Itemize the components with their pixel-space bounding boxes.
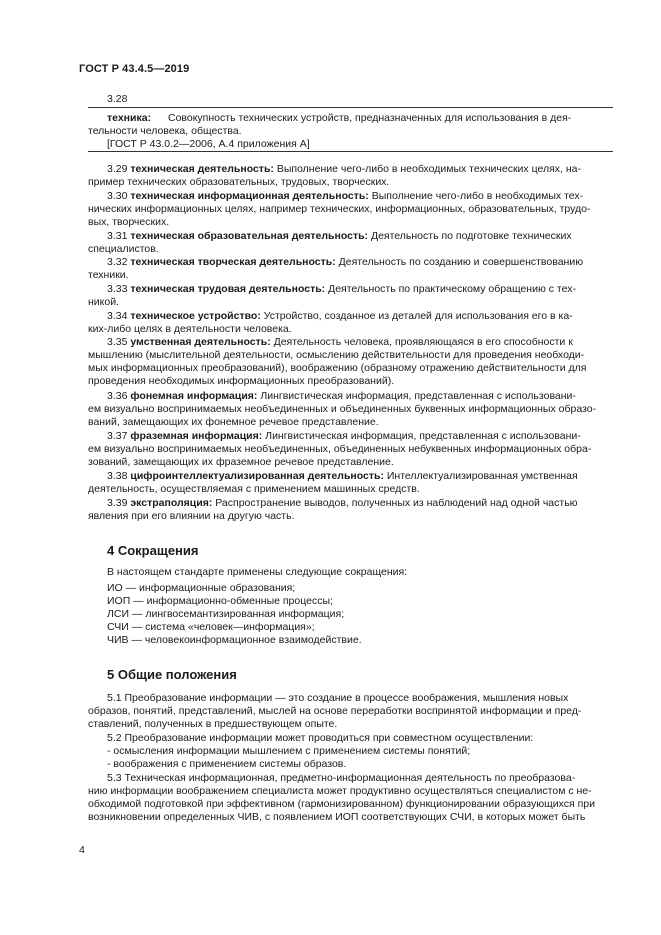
- abbreviation-item: СЧИ — система «человек—информация»;: [107, 621, 315, 633]
- definition-336: 3.36 фонемная информация: Лингвистическая информация, представленная с использовани-: [107, 390, 576, 402]
- definition-line: мых информационных преобразований), воображению (образному отражению действительности для: [88, 362, 587, 374]
- definition-line: вых, творческих.: [88, 216, 170, 228]
- definition-line: деятельность, осуществляемая с применением машинных средств.: [88, 483, 420, 495]
- term-definition-line: Совокупность технических устройств, предназначенных для использования в дея-: [168, 112, 572, 124]
- abbreviation-item: ИОП — информационно-обменные процессы;: [107, 595, 333, 607]
- list-item: - воображения с применением системы образов.: [107, 758, 347, 770]
- definition-337: 3.37 фраземная информация: Лингвистическая информация, представленная с использовани-: [107, 430, 581, 442]
- section-5-title: 5 Общие положения: [107, 667, 237, 682]
- list-item: - осмысления информации мышлением с применением системы понятий;: [107, 745, 471, 757]
- definition-330: 3.30 техническая информационная деятельность: Выполнение чего-либо в необходимых тех-: [107, 190, 584, 202]
- term-label: техника:: [107, 112, 152, 124]
- term-definition-line: тельности человека, общества.: [88, 125, 242, 137]
- abbreviations-intro: В настоящем стандарте применены следующие сокращения:: [107, 566, 408, 578]
- paragraph-line: образов, понятий, представлений, мыслей на основе переработки воспринятой информации и пред-: [88, 705, 582, 717]
- section-4-title: 4 Сокращения: [107, 543, 199, 558]
- paragraph-line: 5.3 Техническая информационная, предметно-информационная деятельность по преобразова-: [107, 772, 576, 784]
- paragraph-line: возникновении определенных ЧИВ, с появлением ИОП соответствующих СЧИ, в которых может быть: [88, 811, 586, 823]
- paragraph-line: 5.1 Преобразование информации — это создание в процессе воображения, мышления новых: [107, 692, 569, 704]
- paragraph-line: ставлений, полученных в предшествующем опыте.: [88, 718, 338, 730]
- definition-line: ем визуально воспринимаемых необъединенных, объединенных небуквенных информационных обра-: [88, 443, 592, 455]
- definition-331: 3.31 техническая образовательная деятельность: Деятельность по подготовке технических: [107, 230, 572, 242]
- definition-line: ем визуально воспринимаемых необъединенных и объединенных буквенных информационных образо-: [88, 403, 597, 415]
- definition-335: 3.35 умственная деятельность: Деятельность человека, проявляющаяся в его способности к: [107, 336, 573, 348]
- definition-332: 3.32 техническая творческая деятельность: Деятельность по созданию и совершенствованию: [107, 256, 584, 268]
- paragraph-line: нию информации воображением специалиста может продуктивно осуществляться специалистом с не-: [88, 785, 592, 797]
- term-box: [88, 107, 613, 152]
- definition-329: 3.29 техническая деятельность: Выполнение чего-либо в необходимых технических целях, на-: [107, 163, 581, 175]
- paragraph-line: обходимой подготовкой при эффективном (гармонизированном) функционировании образующихся при: [88, 798, 595, 810]
- definition-338: 3.38 цифроинтеллектуализированная деятельность: Интеллектуализированная умственная: [107, 470, 578, 482]
- definition-line: специалистов.: [88, 243, 159, 255]
- term-source: [ГОСТ Р 43.0.2—2006, А.4 приложения А]: [107, 138, 310, 150]
- definition-line: ких-либо целях в деятельности человека.: [88, 323, 292, 335]
- paragraph-line: 5.2 Преобразование информации может проводиться при совместном осуществлении:: [107, 732, 534, 744]
- abbreviation-item: ИО — информационные образования;: [107, 582, 296, 594]
- definition-333: 3.33 техническая трудовая деятельность: Деятельность по практическому обращению с тех-: [107, 283, 576, 295]
- term-number: 3.28: [107, 93, 128, 105]
- definition-334: 3.34 техническое устройство: Устройство, созданное из деталей для использования его в ка-: [107, 310, 573, 322]
- abbreviation-item: ЛСИ — лингвосемантизированная информация;: [107, 608, 345, 620]
- definition-line: явления при его влиянии на другую часть.: [88, 510, 295, 522]
- page-number: 4: [79, 844, 85, 856]
- definition-line: проведения необходимых информационных преобразований).: [88, 375, 395, 387]
- abbreviation-item: ЧИВ — человекоинформационное взаимодействие.: [107, 634, 362, 646]
- definition-line: нических информационных целях, например технических, информационных, образовательных, трудо-: [88, 203, 591, 215]
- document-header: ГОСТ Р 43.4.5—2019: [79, 63, 190, 75]
- definition-line: техники.: [88, 269, 129, 281]
- definition-339: 3.39 экстраполяция: Распространение выводов, полученных из наблюдений над одной частью: [107, 497, 578, 509]
- definition-line: пример технических образовательных, трудовых, творческих.: [88, 176, 390, 188]
- definition-line: зований, замещающих их фраземное речевое представление.: [88, 456, 394, 468]
- definition-line: ваний, замещающих их фонемное речевое представление.: [88, 416, 379, 428]
- definition-line: никой.: [88, 296, 119, 308]
- definition-line: мышлению (мыслительной деятельности, осмыслению действительности для проведения необходи-: [88, 349, 585, 361]
